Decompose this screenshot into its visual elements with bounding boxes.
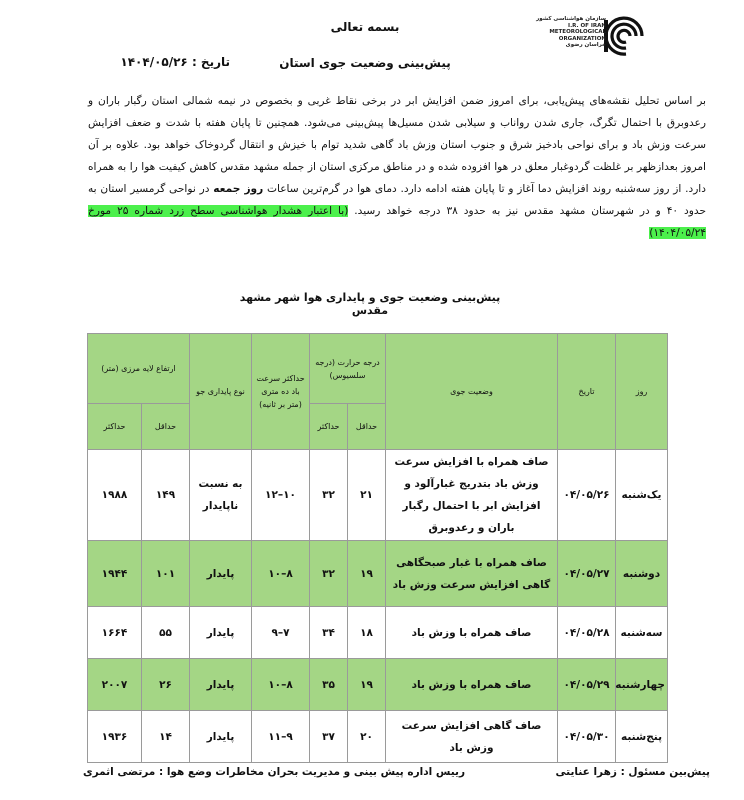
- cell-day: چهارشنبه: [616, 659, 668, 711]
- cell-date: ۰۴/۰۵/۲۸: [558, 607, 616, 659]
- cell-date: ۰۴/۰۵/۲۶: [558, 450, 616, 541]
- cell-wind: ۷–۹: [252, 607, 310, 659]
- logo-text: [514, 16, 606, 50]
- table-row: [88, 659, 668, 711]
- table-row: [88, 711, 668, 763]
- cell-weather: صاف همراه با وزش باد: [386, 659, 558, 711]
- header-bl-min: حداقل: [142, 404, 190, 450]
- header-wind: حداکثر سرعت باد ده متری (متر بر ثانیه): [252, 334, 310, 450]
- head-signature: رییس اداره پیش بینی و مدیریت بحران مخاطرات وضع هوا : مرتضی اثمری: [82, 766, 465, 778]
- forecast-paragraph: [88, 90, 706, 244]
- cell-bl-min: ۱۰۱: [142, 541, 190, 607]
- cell-temp-min: ۲۰: [348, 711, 386, 763]
- header-temp-min: حداقل: [348, 404, 386, 450]
- forecaster-signature: پیش‌بین مسئول : زهرا عنایتی: [555, 766, 710, 778]
- header-day: روز: [616, 334, 668, 450]
- cell-temp-max: ۳۵: [310, 659, 348, 711]
- cell-date: ۰۴/۰۵/۲۷: [558, 541, 616, 607]
- cell-stability: پایدار: [190, 659, 252, 711]
- cell-weather: صاف همراه با افزایش سرعت وزش باد بتدریج غبارآلود و افزایش ابر با احتمال رگبار باران و رعدوبرق: [386, 450, 558, 541]
- basmala: بسمه تعالی: [330, 20, 400, 34]
- cell-wind: ۱۰–۱۲: [252, 450, 310, 541]
- header-stability: نوع پایداری جو: [190, 334, 252, 450]
- cell-stability: پایدار: [190, 607, 252, 659]
- cell-day: سه‌شنبه: [616, 607, 668, 659]
- cell-temp-max: ۳۴: [310, 607, 348, 659]
- forecast-table: [87, 333, 668, 763]
- signature-footer: [40, 766, 710, 786]
- cell-date: ۰۴/۰۵/۲۹: [558, 659, 616, 711]
- header-bl-max: حداکثر: [88, 404, 142, 450]
- table-row: [88, 541, 668, 607]
- cell-wind: ۸–۱۰: [252, 659, 310, 711]
- cell-bl-min: ۵۵: [142, 607, 190, 659]
- logo-line: سازمان هواشناسی کشور: [536, 16, 606, 22]
- cell-temp-max: ۳۷: [310, 711, 348, 763]
- cell-bl-max: ۱۶۶۴: [88, 607, 142, 659]
- logo-line: ORGANIZATION: [558, 35, 606, 42]
- cell-day: پنج‌شنبه: [616, 711, 668, 763]
- cell-day: یک‌شنبه: [616, 450, 668, 541]
- table-title: پیش‌بینی وضعیت جوی و پایداری هوا شهر مشهد مقدس: [239, 291, 501, 317]
- cell-bl-max: ۱۹۸۸: [88, 450, 142, 541]
- cell-weather: صاف همراه با وزش باد: [386, 607, 558, 659]
- cell-wind: ۹–۱۱: [252, 711, 310, 763]
- date-value: ۱۴۰۴/۰۵/۲۶: [120, 55, 188, 69]
- header-temperature: درجه حرارت (درجه سلسیوس): [310, 334, 386, 404]
- warning-highlight: (با اعتبار هشدار هواشناسی سطح زرد شماره ۲۵ مورخ ۱۴۰۴/۰۵/۲۴): [88, 205, 706, 239]
- cell-wind: ۸–۱۰: [252, 541, 310, 607]
- cell-bl-min: ۱۴: [142, 711, 190, 763]
- header-temp-max: حداکثر: [310, 404, 348, 450]
- paragraph-text: بر اساس تحلیل نقشه‌های پیش‌یابی، برای امروز ضمن افزایش ابر در برخی نقاط غربی و بخصوص در نیمه شمالی استان رگبار باران و رعدوبرق با احتمال تگرگ، جاری شدن رواناب و سیلابی شدن مسیل‌ها پیش‌بینی می‌شود. همچنین تا پایان هفته با شدت و ضعف افزایش سرعت وزش باد و برای نواحی بادخیز شرق و جنوب استان وزش باد گاهی شدید توام با خیزش و انتقال گردوخاک خواهد بود. علاوه بر آن امروز بعدازظهر بر غلظت گردوغبار معلق در هوا افزوده شده و در مناطق مرکزی استان از جمله مشهد مقدس کاهش کیفیت هوا را به همراه دارد. از روز سه‌شنبه روند افزایش دما آغاز و تا پایان هفته ادامه دارد. دمای هوا در گرم‌ترین ساعات: [88, 95, 706, 195]
- logo-line: I.R. OF IRAN: [568, 22, 606, 29]
- cell-bl-max: ۱۹۳۶: [88, 711, 142, 763]
- cell-bl-max: ۱۹۴۴: [88, 541, 142, 607]
- cell-temp-min: ۱۹: [348, 659, 386, 711]
- cell-temp-max: ۳۲: [310, 450, 348, 541]
- cell-day: دوشنبه: [616, 541, 668, 607]
- paragraph-bold: روز جمعه: [213, 183, 264, 195]
- cell-temp-min: ۱۹: [348, 541, 386, 607]
- header-date: تاریخ: [558, 334, 616, 450]
- cell-weather: صاف گاهی افزایش سرعت وزش باد: [386, 711, 558, 763]
- cell-stability: پایدار: [190, 711, 252, 763]
- header-boundary-layer: ارتفاع لایه مرزی (متر): [88, 334, 190, 404]
- table-row: [88, 450, 668, 541]
- cell-stability: پایدار: [190, 541, 252, 607]
- document-title: پیش‌بینی وضعیت جوی استان: [279, 56, 451, 70]
- header-weather: وضعیت جوی: [386, 334, 558, 450]
- cell-bl-max: ۲۰۰۷: [88, 659, 142, 711]
- cell-temp-min: ۲۱: [348, 450, 386, 541]
- table-row: [88, 607, 668, 659]
- logo-line: خراسان رضوی: [565, 42, 606, 48]
- paragraph-text-2: در نواحی گرمسیر استان به حدود ۴۰ و در شهرستان مشهد مقدس نیز به حدود ۳۸ درجه خواهد رسید.: [88, 183, 706, 217]
- document-date: [40, 55, 230, 69]
- cell-bl-min: ۲۶: [142, 659, 190, 711]
- date-label: تاریخ :: [191, 55, 230, 69]
- cell-date: ۰۴/۰۵/۳۰: [558, 711, 616, 763]
- cell-bl-min: ۱۴۹: [142, 450, 190, 541]
- cell-temp-max: ۳۲: [310, 541, 348, 607]
- logo-line: METEOROLOGICAL: [549, 29, 606, 35]
- cell-stability: به نسبت ناپایدار: [190, 450, 252, 541]
- cell-temp-min: ۱۸: [348, 607, 386, 659]
- cell-weather: صاف همراه با غبار صبحگاهی گاهی افزایش سرعت وزش باد: [386, 541, 558, 607]
